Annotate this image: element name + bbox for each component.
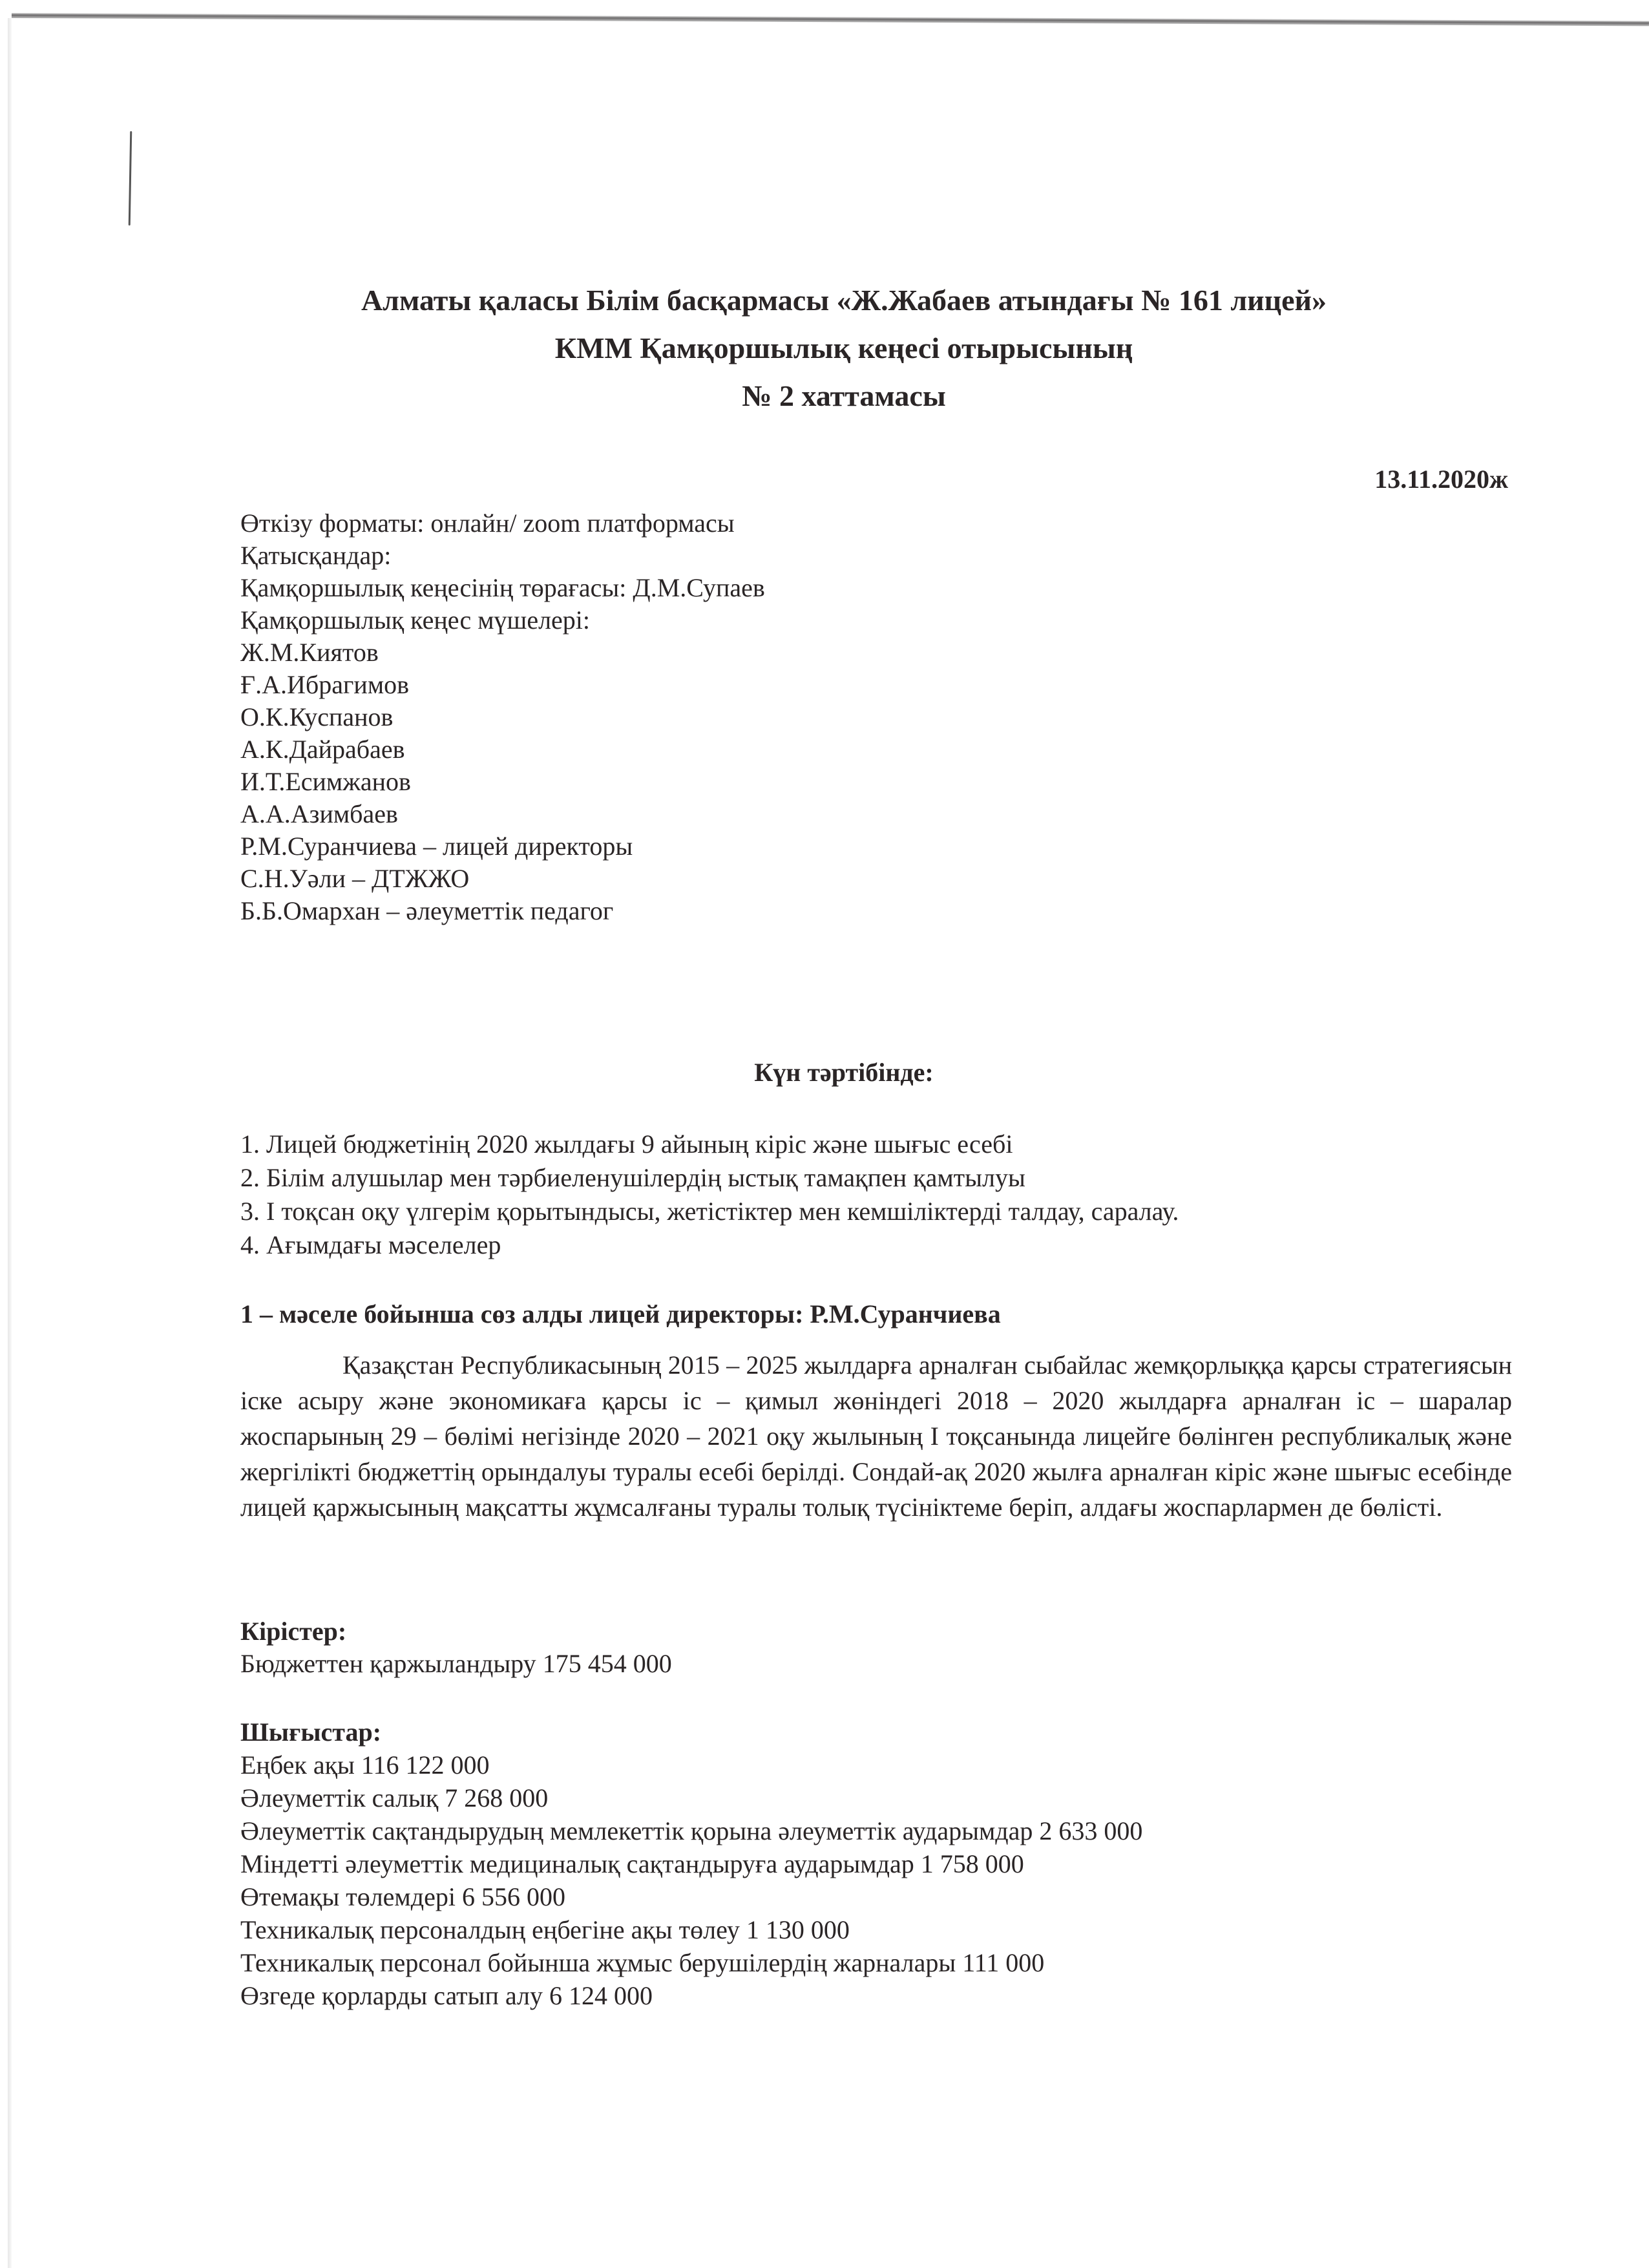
members-label: Қамқоршылық кеңес мүшелері: xyxy=(240,605,591,635)
expense-item xyxy=(240,1880,1142,1913)
document-title-line2: КММ Қамқоршылық кеңесі отырысының xyxy=(554,331,1133,364)
expense-item xyxy=(240,1979,1142,2012)
expense-item xyxy=(240,1814,1142,1847)
document-title-line3: № 2 хаттамасы xyxy=(742,379,946,412)
income-section xyxy=(240,1615,672,1680)
member-item: Ж.М.Киятов xyxy=(240,638,379,667)
chair: Қамқоршылық кеңесінің төрағасы: Д.М.Супаев xyxy=(240,573,765,602)
issue1-paragraph: Қазақстан Республикасының 2015 – 2025 жылдарға арналған сыбайлас жемқорлыққа қарсы стратегиясын іске асыру және экономикаға қарсы іс – қимыл жөніндегі 2018 – 2020 жылдарға арналған іс – шаралар жоспарының 29 – бөлімі негізінде 2020 – 2021 оқу жылының І тоқсанында лицейге бөлінген республикалық және жергілікті бюджеттің орындалуы туралы есебі берілді. Сондай-ақ 2020 жылға арналған кіріс және шығыс есебінде лицей қаржысының мақсатты жұмсалғаны туралы толық түсініктеме беріп, алдағы жоспарлармен де бөлісті. xyxy=(240,1350,1512,1522)
expense-label: Техникалық персоналдың еңбегіне ақы төлеу xyxy=(240,1915,740,1944)
member-item: Р.М.Суранчиева – лицей директоры xyxy=(240,832,633,861)
expense-label: Әлеуметтік сақтандырудың мемлекеттік қорына әлеуметтік аударымдар xyxy=(240,1816,1033,1845)
member-item: А.К.Дайрабаев xyxy=(240,735,405,764)
agenda-item: 2. Білім алушылар мен тәрбиеленушілердің ыстық тамақпен қамтылуы xyxy=(240,1163,1025,1192)
member-item: С.Н.Уәли – ДТЖЖО xyxy=(240,864,470,893)
expense-amount: 7 268 000 xyxy=(445,1783,549,1812)
income-label: Бюджеттен қаржыландыру xyxy=(240,1649,543,1678)
pen-mark xyxy=(129,131,132,226)
scan-edge-top xyxy=(12,13,1649,26)
participants-section xyxy=(240,507,765,927)
agenda-list xyxy=(240,1128,1179,1262)
expense-amount: 6 556 000 xyxy=(461,1882,565,1911)
member-item: О.К.Куспанов xyxy=(240,702,394,731)
expense-item xyxy=(240,1946,1142,1979)
expense-label: Әлеуметтік салық xyxy=(240,1783,439,1812)
document-title-line1: Алматы қаласы Білім басқармасы «Ж.Жабаев атындағы № 161 лицей» xyxy=(361,284,1327,317)
agenda-title: Күн тәртібінде: xyxy=(754,1058,934,1087)
agenda-item: 1. Лицей бюджетінің 2020 жылдағы 9 айының кіріс және шығыс есебі xyxy=(240,1129,1013,1159)
income-heading: Кірістер: xyxy=(240,1617,347,1646)
expense-label: Өзгеде қорларды сатып алу xyxy=(240,1981,543,2010)
expense-amount: 1 130 000 xyxy=(746,1915,850,1944)
agenda-item: 3. І тоқсан оқу үлгерім қорытындысы, жетістіктер мен кемшіліктерді талдау, саралау. xyxy=(240,1197,1179,1226)
expense-item xyxy=(240,1847,1142,1880)
member-item: Б.Б.Омархан – әлеуметтік педагог xyxy=(240,896,614,925)
expense-amount: 1 758 000 xyxy=(920,1849,1024,1878)
attendees-label: Қатысқандар: xyxy=(240,541,392,570)
meeting-format: Өткізу форматы: онлайн/ zoom платформасы xyxy=(240,509,735,538)
member-item: А.А.Азимбаев xyxy=(240,799,398,828)
expenses-section xyxy=(240,1716,1142,2012)
agenda-item: 4. Ағымдағы мәселелер xyxy=(240,1230,501,1259)
expense-amount: 6 124 000 xyxy=(549,1981,653,2010)
expense-amount: 111 000 xyxy=(962,1948,1045,1977)
expense-label: Еңбек ақы xyxy=(240,1750,361,1780)
expense-label: Міндетті әлеуметтік медициналық сақтандыруға аударымдар xyxy=(240,1849,914,1878)
expense-item xyxy=(240,1748,1142,1781)
income-item xyxy=(240,1648,672,1680)
issue1-heading: 1 – мәселе бойынша сөз алды лицей директоры: Р.М.Суранчиева xyxy=(240,1299,1001,1328)
expense-amount: 2 633 000 xyxy=(1039,1816,1143,1845)
income-amount: 175 454 000 xyxy=(542,1649,672,1678)
expense-item xyxy=(240,1913,1142,1946)
expense-item xyxy=(240,1781,1142,1814)
member-item: И.Т.Есимжанов xyxy=(240,767,411,796)
member-item: Ғ.А.Ибрагимов xyxy=(240,670,410,699)
expenses-heading: Шығыстар: xyxy=(240,1717,382,1747)
expense-label: Өтемақы төлемдері xyxy=(240,1882,456,1911)
expense-label: Техникалық персонал бойынша жұмыс берушілердің жарналары xyxy=(240,1948,956,1977)
document-date: 13.11.2020ж xyxy=(1374,465,1508,494)
expense-amount: 116 122 000 xyxy=(361,1750,490,1780)
